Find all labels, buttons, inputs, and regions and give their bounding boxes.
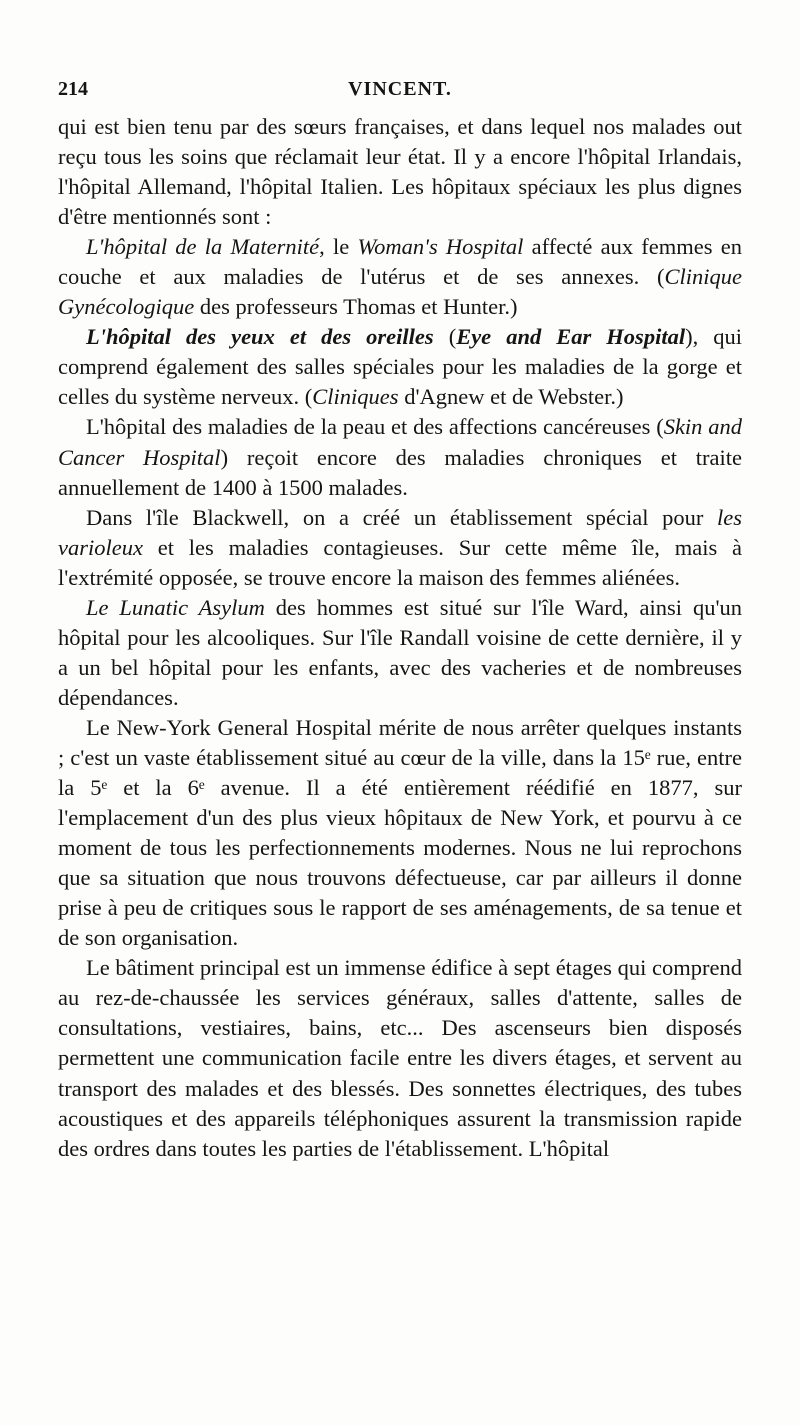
page-body bbox=[58, 112, 742, 1164]
italic-text: Woman's Hospital bbox=[357, 234, 524, 260]
paragraph bbox=[58, 322, 742, 412]
page-header bbox=[58, 78, 742, 112]
paragraph bbox=[58, 412, 742, 502]
paragraph bbox=[58, 232, 742, 322]
paragraph bbox=[58, 593, 742, 713]
paragraph bbox=[58, 503, 742, 593]
running-head: VINCENT. bbox=[348, 78, 452, 100]
paragraph-text: Le New-York General Hospital mérite de nous arrêter quelques instants ; c'est un vaste établissement situé au cœur de la ville, dans la 15ᵉ rue, entre la 5ᵉ et la 6ᵉ avenue. Il a été entièrement réédifié en 1877, sur l'emplacement d'un des plus vieux hôpitaux de New York, et pourvu à ce moment de tous les perfectionnements modernes. Nous ne lui reprochons que sa situation que nous trouvons défectueuse, car par ailleurs il donne prise à peu de critiques sous le rapport de ses aménagements, de sa tenue et de son organisation. bbox=[58, 714, 742, 951]
paragraph bbox=[58, 112, 742, 232]
paragraph-text: des hommes est situé sur l'île Ward, ainsi qu'un hôpital pour les alcooliques. Sur l'île Randall voisine de cette dernière, il y a un bel hôpital pour les enfants, avec des vacheries et de nombreuses dépendances. bbox=[58, 594, 743, 710]
bold-italic-text: Eye and Ear Hospital bbox=[456, 324, 686, 350]
paragraph bbox=[58, 953, 742, 1163]
paragraph-text: , le bbox=[319, 234, 358, 260]
paragraph-text: ( bbox=[433, 324, 457, 350]
italic-text: L'hôpital de la Maternité bbox=[86, 234, 320, 260]
italic-text: Skin and Cancer Hospital bbox=[58, 414, 742, 470]
italic-text: Clinique Gynécologique bbox=[58, 264, 742, 320]
paragraph-text: affecté aux femmes en couche et aux maladies de l'utérus et de ses annexes. ( bbox=[58, 234, 742, 290]
paragraph-text: ), qui comprend également des salles spéciales pour les maladies de la gorge et celles du système nerveux. ( bbox=[58, 324, 742, 410]
paragraph-text: Le bâtiment principal est un immense édifice à sept étages qui comprend au rez-de-chaussée les services généraux, salles d'attente, salles de consultations, vestiaires, bains, etc... Des ascenseurs bien disposés permettent une communication facile entre les divers étages, et servent au transport des malades et des blessés. Des sonnettes électriques, des tubes acoustiques et des appareils téléphoniques assurent la transmission rapide des ordres dans toutes les parties de l'établissement. L'hôpital bbox=[58, 955, 742, 1161]
page-number: 214 bbox=[58, 78, 88, 100]
paragraph bbox=[58, 713, 742, 953]
italic-text: les varioleux bbox=[58, 504, 742, 560]
paragraph-text: ) reçoit encore des maladies chroniques et traite annuellement de 1400 à 1500 malades. bbox=[58, 444, 743, 500]
italic-text: Cliniques bbox=[312, 384, 399, 410]
bold-italic-text: L'hôpital des yeux et des oreilles bbox=[86, 324, 434, 350]
paragraph-text: d'Agnew et de Webster.) bbox=[398, 384, 624, 410]
italic-text: Le Lunatic Asylum bbox=[86, 594, 265, 620]
paragraph-text: des professeurs Thomas et Hunter.) bbox=[194, 294, 518, 320]
paragraph-text: et les maladies contagieuses. Sur cette même île, mais à l'extrémité opposée, se trouve encore la maison des femmes aliénées. bbox=[58, 534, 742, 590]
paragraph-text: L'hôpital des maladies de la peau et des affections cancéreuses ( bbox=[86, 414, 664, 440]
book-page bbox=[58, 78, 742, 1164]
paragraph-text: Dans l'île Blackwell, on a créé un établissement spécial pour bbox=[86, 504, 717, 530]
paragraph-text: qui est bien tenu par des sœurs françaises, et dans lequel nos malades out reçu tous les soins que réclamait leur état. Il y a encore l'hôpital Irlandais, l'hôpital Allemand, l'hôpital Italien. Les hôpitaux spéciaux les plus dignes d'être mentionnés sont : bbox=[58, 114, 742, 230]
